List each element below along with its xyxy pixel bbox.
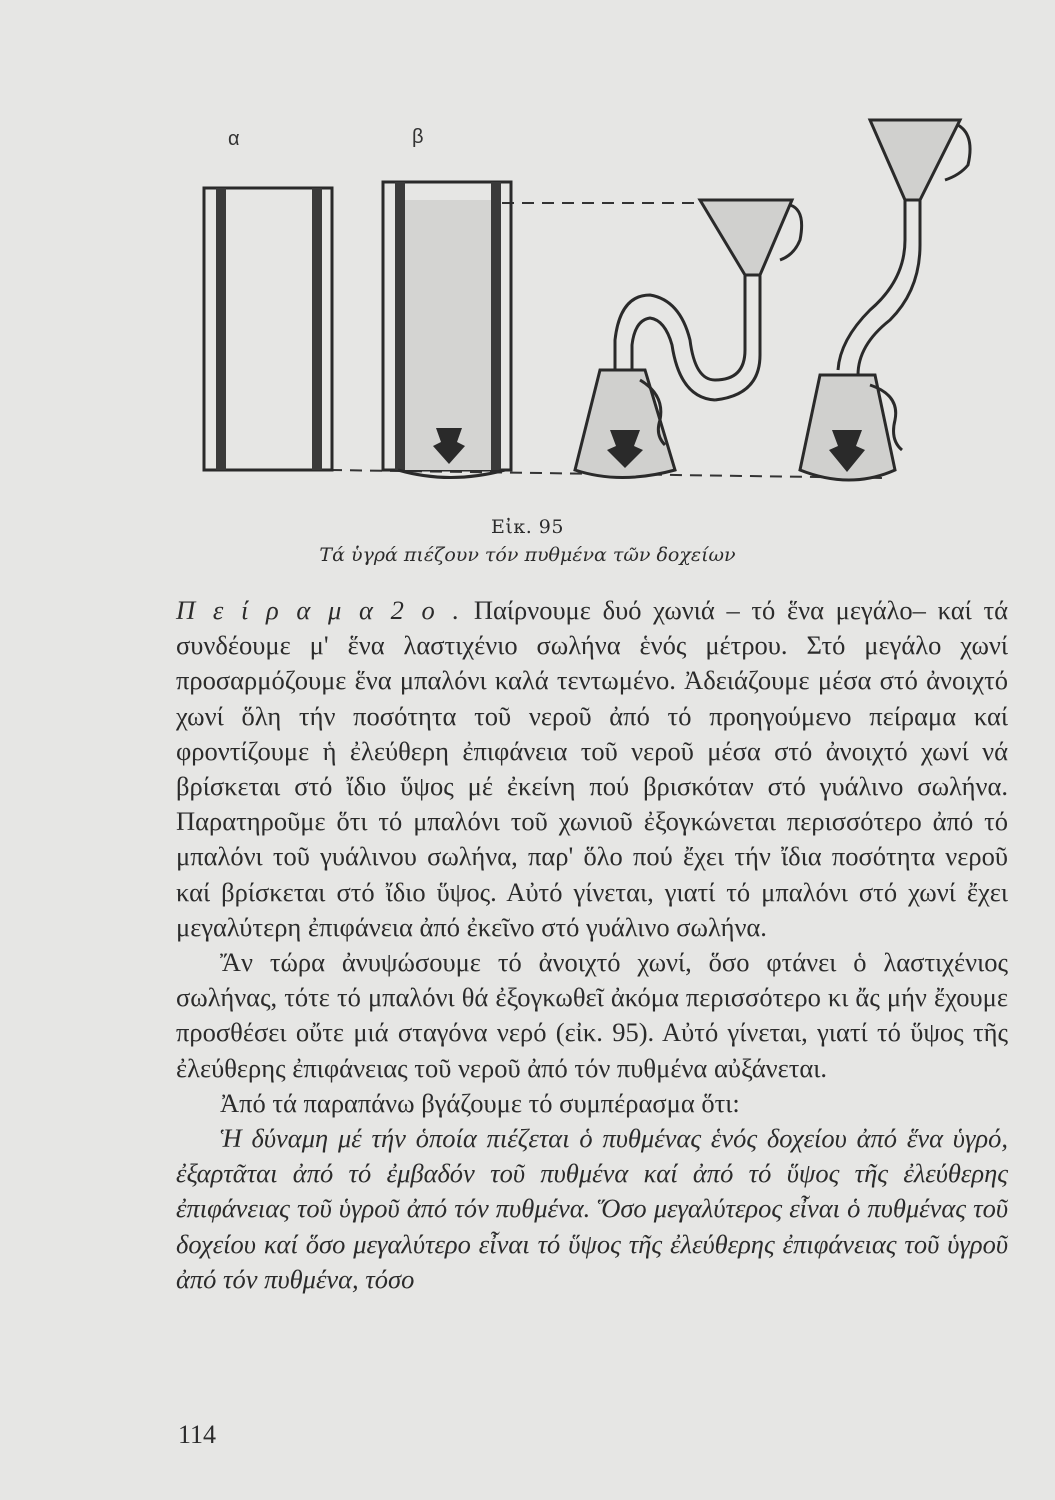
paragraph-1-body: Παίρνουμε δυό χωνιά – τό ἕνα μεγάλο– καί τά συνδέουμε μ' ἕνα λαστιχένιο σωλήνα ἑνός μέτρου. Στό μεγάλο χωνί προσαρμόζουμε ἕνα μπαλόνι καλά τεντωμένο. Ἀδειάζουμε μέσα στό ἀνοιχτό χωνί ὅλη τήν ποσότητα τοῦ νεροῦ ἀπό τό προηγούμενο πείραμα καί φροντίζουμε ἡ ἐλεύθερη ἐπιφάνεια τοῦ νεροῦ μέσα στό ἀνοιχτό χωνί νά βρίσκεται στό ἴδιο ὕψος μέ ἐκείνη πού βρισκόταν στό γυάλινο σωλήνα. Παρατηροῦμε ὅτι τό μπαλόνι τοῦ χωνιοῦ ἐξογκώνεται περισσότερο ἀπό τό μπαλόνι τοῦ γυάλινου σωλήνα, παρ' ὅλο πού ἔχει τήν ἴδια ποσότητα νεροῦ καί βρίσκεται στό ἴδιο ὕψος. Αὐτό γίνεται, γιατί τό μπαλόνι στό χωνί ἔχει μεγαλύτερη ἐπιφάνεια ἀπό ἐκεῖνο στό γυάλινο σωλήνα. <box>176 595 1008 942</box>
figure-number: Εἰκ. 95 <box>491 516 564 538</box>
figure-95 <box>0 0 1055 566</box>
figure-caption: Τά ὑγρά πιέζουν τόν πυθμένα τῶν δοχείων <box>319 544 736 566</box>
conclusion-paragraph: Ἡ δύναμη μέ τήν ὁποία πιέζεται ὁ πυθμένας ἑνός δοχείου ἀπό ἕνα ὑγρό, ἐξαρτᾶται ἀπό τό ἐμβαδόν τοῦ πυθμένα καί ἀπό τό ὕψος τῆς ἐλεύθερης ἐπιφάνειας τοῦ ὑγροῦ ἀπό τόν πυθμένα. Ὅσο μεγαλύτερος εἶναι ὁ πυθμένας τοῦ δοχείου καί ὅσο μεγαλύτερο εἶναι τό ὕψος τῆς ἐλεύθερης ἐπιφάνειας τοῦ ὑγροῦ ἀπό τόν πυθμένα, τόσο <box>176 1123 1008 1294</box>
body-text <box>176 593 1008 1297</box>
experiment-heading: Π ε ί ρ α μ α 2 ο . <box>176 595 463 625</box>
tube-alpha <box>204 188 332 470</box>
page-number: 114 <box>178 1420 217 1449</box>
figure-drawing <box>0 0 1055 540</box>
paragraph-experiment-2 <box>176 593 1008 945</box>
figure-label-b: β <box>412 126 424 148</box>
funnel-high <box>800 120 970 480</box>
paragraph-2: Ἄν τώρα ἀνυψώσουμε τό ἀνοιχτό χωνί, ὅσο φτάνει ὁ λαστιχένιος σωλήνας, τότε τό μπαλόνι θά ἐξογκωθεῖ ἀκόμα περισσότερο κι ἄς μήν ἔχουμε προσθέσει οὔτε μιά σταγόνα νερό (εἰκ. 95). Αὐτό γίνεται, γιατί τό ὕψος τῆς ἐλεύθερης ἐπιφάνειας τοῦ νεροῦ ἀπό τόν πυθμένα αὐξάνεται. <box>176 947 1008 1083</box>
funnel-low <box>575 200 802 478</box>
paragraph-3: Ἀπό τά παραπάνω βγάζουμε τό συμπέρασμα ὅτι: <box>220 1087 740 1118</box>
figure-label-a: α <box>228 128 240 150</box>
